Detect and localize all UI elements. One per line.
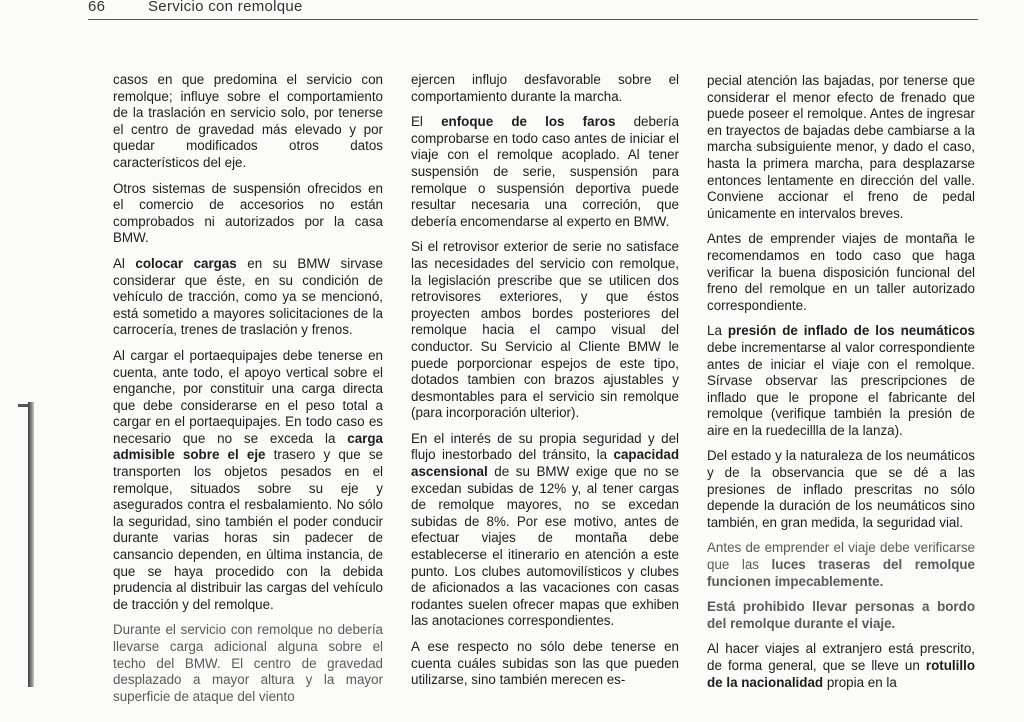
paragraph: Al hacer viajes al extranjero está prescrito, de forma general, que se lleve un rotulillo de la nacionalidad propia en la (707, 641, 975, 690)
text-column-1 (113, 72, 383, 714)
paragraph: Antes de emprender viajes de montaña le recomendamos en todo caso que haga verificar la buena disposición funcional del freno del remolque en un taller autorizado correspondiente. (707, 231, 975, 313)
paragraph: La presión de inflado de los neumáticos debe incrementarse al valor correspondiente antes de iniciar el viaje con el remolque. Sírvase observar las prescripciones de inflado que le propone el fabricante del remolque (verifique también la presión de aire en la ruedecillla de la lanza). (707, 323, 975, 438)
text-column-3 (707, 73, 975, 700)
paragraph: casos en que predomina el servicio con remolque; influye sobre el comportamiento de la traslación en servicio solo, por tenerse el centro de gravedad más elevado y por quedar modificados otros datos característicos del eje. (113, 72, 383, 170)
bold-term: rotulillo de la nacionalidad (707, 658, 975, 690)
paragraph: Antes de emprender el viaje debe verificarse que las luces traseras del remolque funcionen impecablemente. (707, 540, 975, 589)
paragraph: Durante el servicio con remolque no debería llevarse carga adicional alguna sobre el techo del BMW. El centro de gravedad desplazado a mayor altura y la mayor superficie de ataque del viento (113, 622, 383, 704)
running-title: Servicio con remolque (148, 0, 303, 15)
bold-term: capacidad ascensional (411, 447, 679, 480)
paragraph: Del estado y la naturaleza de los neumáticos y de la observancia que se dé a las presiones de inflado prescritas no sólo depende la duración de los neumáticos sino también, en gran medida, la seguridad vial. (707, 448, 975, 530)
paragraph: A ese respecto no sólo debe tenerse en cuenta cuáles subidas son las que pueden utilizarse, sino también merecen es- (411, 639, 679, 688)
page-header (88, 0, 978, 20)
paragraph: Si el retrovisor exterior de serie no satisface las necesidades del servicio con remolque, la legislación prescribe que se utilicen dos retrovisores exteriores, y que éstos proyecten ambos bordes posteriores del remolque hacia el campo visual del conductor. Su Servicio al Cliente BMW le puede porporcionar espejos de este tipo, dotados tambien con brazos ajustables y desmontables para el servicio sin remolque (para incorporación ulterior). (411, 239, 679, 421)
paragraph: En el interés de su propia seguridad y del flujo inestorbado del tránsito, la capacidad ascensional de su BMW exige que no se excedan subidas de 12% y, al tener cargas de remolque mayores, no se excedan subidas de 8%. Por ese motivo, antes de efectuar viajes de montaña debe establecerse el itinerario en atención a este punto. Los clubes automovilísticos y clubes de aficionados a las vacaciones con casas rodantes suelen ofrecer mapas que exhiben las anotaciones correspondientes. (411, 430, 679, 629)
page-number: 66 (88, 0, 106, 15)
bold-term: carga admisible sobre el eje (113, 430, 383, 463)
paragraph: Al cargar el portaequipajes debe tenerse en cuenta, ante todo, el apoyo vertical sobre el enganche, por constituir una carga directa que debe considerarse en el peso total a cargar en el portaequipajes. En todo caso es necesario que no se exceda la carga admisible sobre el eje trasero y que se transporten los objetos pesados en el remolque, situados sobre su eje y asegurados contra el resbalamiento. No sólo la seguridad, sino también el poder conducir durante varias horas sin padecer de cansancio dependen, en última instancia, de que se haya procedido con la debida prudencia al distribuir las cargas del vehículo de tracción y del remolque. (113, 347, 383, 612)
bold-term: luces traseras del remolque funcionen impecablemente. (707, 557, 975, 589)
paragraph: Otros sistemas de suspensión ofrecidos en el comercio de accesorios no están comprobados ni autorizados por la casa BMW. (113, 180, 383, 246)
bold-term: Está prohibido llevar personas a bordo del remolque durante el viaje. (707, 599, 975, 631)
paragraph: pecial atención las bajadas, por tenerse que considerar el menor efecto de frenado que puede poseer el remolque. Antes de ingresar en trayectos de bajadas debe cambiarse a la marcha subsiguiente menor, y dado el caso, hasta la primera marcha, para desplazarse entonces lentamente en dirección del valle. Conviene accionar el freno de pedal únicamente en intervalos breves. (707, 73, 975, 221)
bold-term: enfoque de los faros (441, 114, 616, 130)
bold-term: colocar cargas (135, 255, 237, 271)
text-column-2 (411, 72, 679, 698)
binding-edge (18, 402, 36, 687)
paragraph: Al colocar cargas en su BMW sirvase considerar que éste, en su condición de vehículo de tracción, como ya se mencionó, está sometido a mayores solicitaciones de la carrocería, trenes de traslación y frenos. (113, 255, 383, 338)
paragraph: ejercen influjo desfavorable sobre el comportamiento durante la marcha. (411, 72, 679, 104)
bold-term: presión de inflado de los neumáticos (727, 323, 975, 339)
paragraph (707, 599, 975, 632)
paragraph: El enfoque de los faros debería comprobarse en todo caso antes de iniciar el viaje con el remolque acoplado. Al tener suspensión de serie, suspensión para remolque o suspensión deportiva puede resultar necesaria una correción, que debería encomendarse al experto en BMW. (411, 114, 679, 229)
